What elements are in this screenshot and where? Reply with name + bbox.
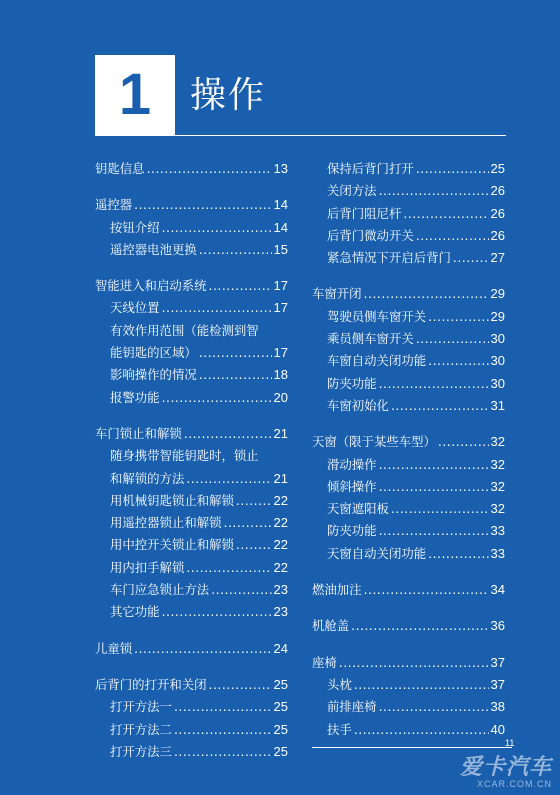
toc-page-number: 22 <box>273 492 288 508</box>
toc-subentry[interactable] <box>95 297 288 319</box>
toc-entry[interactable] <box>95 158 288 180</box>
toc-leader-dots <box>162 387 272 409</box>
toc-leader-dots <box>403 203 488 225</box>
toc-subentry[interactable] <box>95 364 288 386</box>
toc-subentry[interactable] <box>312 225 505 247</box>
toc-entry-label: 打开方法二 <box>110 721 172 737</box>
toc-page-number: 22 <box>273 515 288 531</box>
toc-section <box>95 423 288 624</box>
toc-page-number: 30 <box>490 375 505 391</box>
toc-entry[interactable] <box>95 423 288 445</box>
toc-page-number: 30 <box>490 353 505 369</box>
toc-subentry[interactable] <box>95 741 288 763</box>
toc-entry-label: 保持后背门打开 <box>327 161 414 176</box>
toc-page-number: 37 <box>490 654 505 670</box>
toc-leader-dots <box>162 297 272 319</box>
toc-subentry[interactable] <box>312 350 505 372</box>
toc-entry-label: 天窗遮阳板 <box>327 501 389 517</box>
toc-entry-label: 头枕 <box>327 676 352 692</box>
toc-subentry[interactable] <box>95 557 288 579</box>
toc-leader-dots <box>379 373 489 395</box>
toc-leader-dots <box>174 741 272 763</box>
toc-leader-dots <box>199 342 272 364</box>
toc-subentry[interactable] <box>312 203 505 225</box>
toc-entry-label: 能钥匙的区域） <box>110 345 197 361</box>
toc-subentry[interactable] <box>312 328 505 350</box>
page-number: 11 <box>505 738 515 748</box>
toc-leader-dots <box>209 275 272 297</box>
toc-subentry[interactable] <box>312 180 505 202</box>
toc-entry[interactable] <box>312 283 505 305</box>
toc-subentry[interactable] <box>95 468 288 490</box>
watermark-sub: XCAR.COM.CN <box>476 779 552 789</box>
toc-section <box>312 615 505 637</box>
toc-page-number: 32 <box>490 478 505 494</box>
toc-page-number: 22 <box>273 537 288 553</box>
toc-page-number: 15 <box>273 241 288 257</box>
toc-entry-label: 后背门的打开和关闭 <box>95 676 207 692</box>
toc-entry-label: 关闭方法 <box>327 183 377 199</box>
toc-page-number: 24 <box>273 640 288 656</box>
toc-leader-dots <box>174 719 272 741</box>
toc-leader-dots <box>174 696 272 718</box>
toc-subentry[interactable] <box>312 247 505 269</box>
toc-entry-label: 机舱盖 <box>312 618 350 634</box>
toc-entry-label: 影响操作的情况 <box>110 367 197 383</box>
toc-entry[interactable] <box>312 431 505 453</box>
toc-leader-dots <box>199 239 272 261</box>
toc-page-number: 23 <box>273 604 288 620</box>
toc-leader-dots <box>438 431 489 453</box>
toc-section <box>312 579 505 601</box>
toc-leader-dots <box>162 217 272 239</box>
toc-entry-label: 钥匙信息 <box>95 161 145 176</box>
toc-entry[interactable] <box>312 579 505 601</box>
toc-entry-label: 防夹功能 <box>327 523 377 539</box>
toc-leader-dots <box>134 638 271 660</box>
toc-section <box>95 638 288 660</box>
toc-entry-label: 按钮介绍 <box>110 219 160 235</box>
toc-leader-dots <box>211 579 271 601</box>
toc-page-number: 25 <box>273 699 288 715</box>
toc-entry-label: 天窗自动关闭功能 <box>327 545 427 561</box>
toc-leader-dots <box>379 696 489 718</box>
toc-subentry[interactable] <box>95 490 288 512</box>
toc-page-number: 38 <box>490 699 505 715</box>
toc-entry-label: 车门应急锁止方法 <box>110 582 210 598</box>
toc-page-number: 25 <box>490 161 505 176</box>
toc-page-number: 13 <box>273 161 288 176</box>
toc-page-number: 27 <box>490 250 505 266</box>
toc-section <box>95 194 288 261</box>
toc-page-number: 36 <box>490 618 505 634</box>
toc-entry-label: 倾斜操作 <box>327 478 377 494</box>
toc-entry-label: 车窗自动关闭功能 <box>327 353 427 369</box>
toc-entry-label: 车窗初始化 <box>327 397 389 413</box>
toc-entry-label: 后背门微动开关 <box>327 227 414 243</box>
toc-subentry[interactable] <box>312 498 505 520</box>
toc-page-number: 29 <box>490 308 505 324</box>
toc-leader-dots <box>224 512 272 534</box>
toc-page-number: 17 <box>273 300 288 316</box>
toc-leader-dots <box>354 674 489 696</box>
toc-entry[interactable] <box>95 674 288 696</box>
toc-page-number: 33 <box>490 523 505 539</box>
toc-subentry[interactable] <box>312 719 505 741</box>
toc-leader-dots <box>186 468 271 490</box>
toc-page-number: 32 <box>490 434 505 450</box>
toc-leader-dots <box>416 158 489 180</box>
toc-entry-label: 用中控开关锁止和解锁 <box>110 537 234 553</box>
toc-entry-label: 天线位置 <box>110 300 160 316</box>
toc-entry-line: 有效作用范围（能检测到智 <box>110 322 259 338</box>
toc-entry-label: 天窗（限于某些车型） <box>312 434 436 450</box>
toc-entry-label: 紧急情况下开启后背门 <box>327 250 451 266</box>
toc-page-number: 25 <box>273 676 288 692</box>
toc-subentry[interactable] <box>95 719 288 741</box>
toc-leader-dots <box>162 601 272 623</box>
toc-entry-label: 遥控器电池更换 <box>110 241 197 257</box>
toc-entry-label: 打开方法三 <box>110 743 172 759</box>
toc-leader-dots <box>391 498 489 520</box>
toc-page-number: 14 <box>273 197 288 213</box>
toc-leader-dots <box>184 423 272 445</box>
toc-leader-dots <box>391 395 489 417</box>
toc-entry[interactable] <box>95 275 288 297</box>
toc-page-number: 30 <box>490 331 505 347</box>
toc-subentry[interactable] <box>95 579 288 601</box>
toc-page-number: 40 <box>490 721 505 737</box>
toc-subentry[interactable] <box>312 454 505 476</box>
toc-subentry[interactable] <box>312 520 505 542</box>
toc-leader-dots <box>147 158 272 180</box>
toc-entry-label: 防夹功能 <box>327 375 377 391</box>
toc-leader-dots <box>199 364 272 386</box>
toc-page-number: 14 <box>273 219 288 235</box>
toc-entry[interactable] <box>312 615 505 637</box>
toc-subentry[interactable] <box>312 306 505 328</box>
toc-entry-label: 和解锁的方法 <box>110 470 185 486</box>
toc-page-number: 32 <box>490 456 505 472</box>
toc-entry-label: 前排座椅 <box>327 699 377 715</box>
toc-subentry[interactable] <box>312 696 505 718</box>
toc-section <box>95 674 288 763</box>
toc-page-number: 20 <box>273 389 288 405</box>
footer-divider <box>312 747 512 748</box>
toc-leader-dots <box>428 543 488 565</box>
toc-leader-dots <box>428 350 488 372</box>
toc-entry-label: 座椅 <box>312 654 337 670</box>
toc-subentry[interactable] <box>95 696 288 718</box>
toc-page-number: 31 <box>490 397 505 413</box>
toc-subentry[interactable] <box>95 387 288 409</box>
chapter-number: 1 <box>118 62 152 127</box>
toc-page-number: 29 <box>490 286 505 302</box>
toc-page-number: 17 <box>273 278 288 294</box>
toc-entry-label: 报警功能 <box>110 389 160 405</box>
toc-entry-label: 滑动操作 <box>327 456 377 472</box>
toc-entry-label: 用内扣手解锁 <box>110 559 185 575</box>
toc-entry-label: 车门锁止和解锁 <box>95 425 182 441</box>
toc-leader-dots <box>339 652 489 674</box>
toc-page-number: 32 <box>490 501 505 517</box>
toc-leader-dots <box>379 454 489 476</box>
toc-entry-label: 驾驶员侧车窗开关 <box>327 308 427 324</box>
toc-subentry[interactable] <box>312 373 505 395</box>
toc-subentry[interactable] <box>95 239 288 261</box>
toc-page-number: 17 <box>273 345 288 361</box>
toc-section <box>95 275 288 409</box>
toc-leader-dots <box>236 534 272 556</box>
toc-page-number: 23 <box>273 582 288 598</box>
toc-leader-dots <box>354 719 489 741</box>
toc-entry[interactable] <box>95 638 288 660</box>
toc-leader-dots <box>453 247 489 269</box>
toc-entry-label: 乘员侧车窗开关 <box>327 331 414 347</box>
toc-section <box>312 431 505 565</box>
toc-entry-label: 用机械钥匙锁止和解锁 <box>110 492 234 508</box>
toc-page-number: 18 <box>273 367 288 383</box>
header-divider <box>95 135 506 136</box>
toc-subentry[interactable] <box>312 476 505 498</box>
toc-leader-dots <box>379 180 489 202</box>
toc-entry-label: 打开方法一 <box>110 699 172 715</box>
toc-subentry[interactable] <box>95 512 288 534</box>
toc-page-number: 21 <box>273 470 288 486</box>
toc-leader-dots <box>416 328 489 350</box>
toc-leader-dots <box>379 476 489 498</box>
toc-subentry[interactable] <box>95 534 288 556</box>
toc-subentry[interactable] <box>95 601 288 623</box>
toc-leader-dots <box>428 306 488 328</box>
toc-entry-label: 后背门阻尼杆 <box>327 205 402 221</box>
toc-subentry[interactable] <box>95 217 288 239</box>
toc-page-number: 21 <box>273 425 288 441</box>
toc-page-number: 22 <box>273 559 288 575</box>
toc-right-column <box>312 158 505 755</box>
toc-page-number: 26 <box>490 227 505 243</box>
toc-subentry[interactable] <box>312 543 505 565</box>
toc-leader-dots <box>186 557 271 579</box>
toc-entry-line: 随身携带智能钥匙时，锁止 <box>110 448 259 464</box>
toc-page-number: 37 <box>490 676 505 692</box>
toc-page-number: 25 <box>273 721 288 737</box>
toc-entry-label: 儿童锁 <box>95 640 133 656</box>
toc-leader-dots <box>236 490 272 512</box>
toc-leader-dots <box>209 674 272 696</box>
toc-leader-dots <box>364 283 489 305</box>
watermark-logo <box>460 757 552 789</box>
toc-leader-dots <box>351 615 488 637</box>
chapter-number-box <box>95 55 175 135</box>
toc-entry-label: 其它功能 <box>110 604 160 620</box>
toc-entry-label: 燃油加注 <box>312 582 362 598</box>
toc-section <box>312 652 505 741</box>
toc-page-number: 26 <box>490 205 505 221</box>
toc-page-number: 26 <box>490 183 505 199</box>
toc-section <box>312 283 505 417</box>
chapter-title: 操作 <box>190 75 267 116</box>
toc-subentry[interactable] <box>312 674 505 696</box>
toc-page-number: 33 <box>490 545 505 561</box>
toc-entry[interactable] <box>95 194 288 216</box>
toc-entry-label: 遥控器 <box>95 197 133 213</box>
toc-leader-dots <box>364 579 489 601</box>
toc-section <box>95 158 288 180</box>
toc-section <box>312 158 505 269</box>
toc-entry[interactable] <box>312 652 505 674</box>
toc-left-column <box>95 158 288 777</box>
toc-entry-label: 用遥控器锁止和解锁 <box>110 515 222 531</box>
toc-entry-label: 车窗开闭 <box>312 286 362 302</box>
toc-leader-dots <box>416 225 489 247</box>
toc-subentry[interactable] <box>312 158 505 180</box>
toc-leader-dots <box>134 194 271 216</box>
toc-leader-dots <box>379 520 489 542</box>
toc-subentry[interactable] <box>95 342 288 364</box>
toc-subentry[interactable] <box>312 395 505 417</box>
watermark-main: 爱卡汽车 <box>459 755 552 780</box>
toc-entry-label: 智能进入和启动系统 <box>95 278 207 294</box>
toc-page-number: 34 <box>490 582 505 598</box>
toc-page-number: 25 <box>273 743 288 759</box>
toc-entry-label: 扶手 <box>327 721 352 737</box>
